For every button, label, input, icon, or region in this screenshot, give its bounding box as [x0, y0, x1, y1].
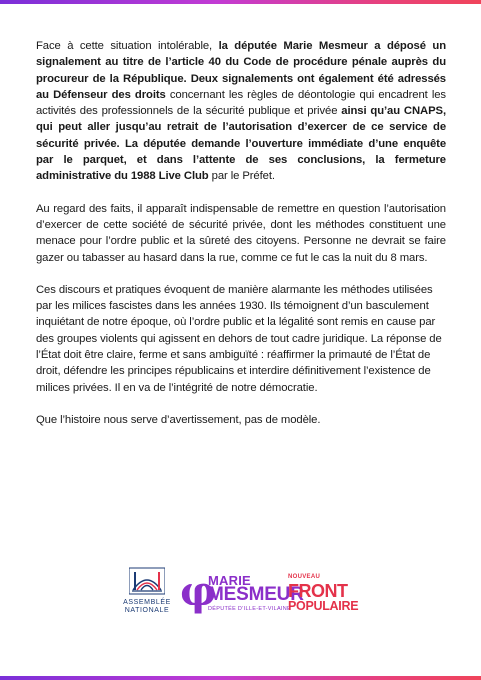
text-run: concernant les règles de déontologie qui encadrent les activités des professionnels de la sécurité publique et privée [36, 88, 446, 118]
text-run: Que l’histoire nous serve d’avertissement, pas de modèle. [36, 413, 321, 426]
footer-logos [0, 566, 481, 626]
press-release-body [36, 38, 446, 444]
phi-icon: φ [180, 568, 217, 615]
deputy-first-name: MARIE [208, 573, 251, 588]
bold-text-run: la députée Marie Mesmeur a déposé un signalement au titre de l’article 40 du Code de procédure pénale auprès du procureur de la République. Deux signalements ont également été adressés au Défenseur des droits [36, 40, 446, 101]
party-line2: POPULAIRE [288, 599, 359, 613]
top-gradient-bar [0, 0, 481, 4]
paragraph [36, 282, 446, 396]
assemblee-nationale-logo [116, 566, 178, 622]
text-run: Face à cette situation intolérable, [36, 40, 219, 52]
hemicycle-icon [129, 566, 165, 596]
bottom-gradient-bar [0, 676, 481, 680]
assemblee-line2: NATIONALE [124, 607, 170, 614]
text-run: par le Préfet. [208, 170, 275, 183]
nouveau-front-populaire-logo [288, 574, 368, 622]
paragraph [36, 201, 446, 266]
party-small-line: NOUVEAU [288, 574, 321, 580]
text-run: Ces discours et pratiques évoquent de manière alarmante les méthodes utilisées par les milices fascistes dans les années 1930. Ils témoignent d’un basculement inquiétant de notre époque, où l’ordre public et la légalité sont remis en cause par des groupes violents qui agissent en dehors de tout cadre juridique. La réponse de l’État doit être claire, ferme et sans ambiguïté : réaffirmer la primauté de l’État de droit, défendre les principes républicains et interdire définitivement l’existence de milices privées. Il en va de l’intégrité de notre démocratie. [36, 283, 442, 394]
assemblee-nationale-wordmark [116, 599, 178, 615]
paragraph [36, 38, 446, 185]
marie-mesmeur-logo [180, 568, 304, 622]
paragraph [36, 412, 446, 428]
text-run: Au regard des faits, il apparaît indispensable de remettre en question l’autorisation d’exercer de cette société de sécurité privée, dont les méthodes constituent une menace pour l’ordre public et la sûreté des citoyens. Personne ne devrait se faire gazer ou tabasser au hasard dans la rue, comme ce fut le cas la nuit du 8 mars. [36, 202, 446, 264]
deputy-role: DÉPUTÉE D’ILLE-ET-VILAINE [208, 606, 291, 612]
assemblee-line1: ASSEMBLÉE [123, 599, 171, 606]
party-line1: FRONT [288, 581, 348, 601]
bold-text-run: ainsi qu’au CNAPS, qui peut aller jusqu’au retrait de l’autorisation d’exercer de ce service de sécurité privée. La députée demande l’ouverture immédiate d’une enquête par le parquet, et dans l’attente de ses conclusions, la fermeture administrative du 1988 Live Club [36, 105, 447, 183]
deputy-last-name: MESMEUR [208, 584, 304, 605]
